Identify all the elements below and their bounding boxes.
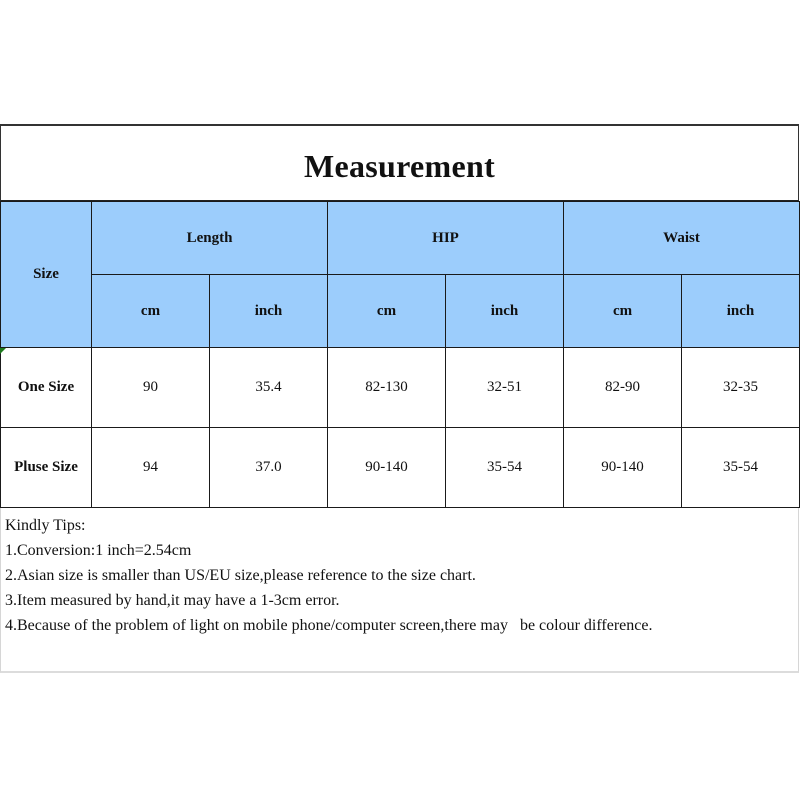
value-cell: 35-54 (682, 428, 800, 508)
value-cell: 90 (92, 348, 210, 428)
unit-header: cm (564, 275, 682, 348)
tips-box (0, 508, 799, 673)
tip-item: 2.Asian size is smaller than US/EU size,please reference to the size chart. (5, 567, 476, 584)
value-cell: 90-140 (564, 428, 682, 508)
unit-header: inch (682, 275, 800, 348)
group-header-hip: HIP (328, 202, 564, 275)
value-cell: 35.4 (210, 348, 328, 428)
cell-corner-marker (0, 348, 6, 354)
size-header: Size (1, 202, 92, 348)
size-chart (0, 124, 799, 508)
group-header-waist: Waist (564, 202, 800, 275)
unit-header: inch (446, 275, 564, 348)
unit-header: cm (328, 275, 446, 348)
size-cell: Pluse Size (1, 428, 92, 508)
table-row (1, 428, 800, 508)
header-row-units (1, 275, 800, 348)
size-cell: One Size (1, 348, 92, 428)
unit-header: cm (92, 275, 210, 348)
value-cell: 32-35 (682, 348, 800, 428)
value-cell: 37.0 (210, 428, 328, 508)
tip-item: 3.Item measured by hand,it may have a 1-3cm error. (5, 592, 340, 609)
title-box (0, 124, 799, 201)
value-cell: 82-90 (564, 348, 682, 428)
page-title: Measurement (303, 147, 496, 184)
value-cell: 82-130 (328, 348, 446, 428)
tip-item: 4.Because of the problem of light on mobile phone/computer screen,there may be colour difference. (5, 617, 653, 634)
value-cell: 32-51 (446, 348, 564, 428)
value-cell: 35-54 (446, 428, 564, 508)
header-row-groups (1, 202, 800, 275)
value-cell: 94 (92, 428, 210, 508)
measurement-table (0, 201, 800, 508)
tip-item: 1.Conversion:1 inch=2.54cm (5, 542, 192, 559)
value-cell: 90-140 (328, 428, 446, 508)
group-header-length: Length (92, 202, 328, 275)
tips-heading: Kindly Tips: (5, 517, 86, 534)
table-row (1, 348, 800, 428)
unit-header: inch (210, 275, 328, 348)
